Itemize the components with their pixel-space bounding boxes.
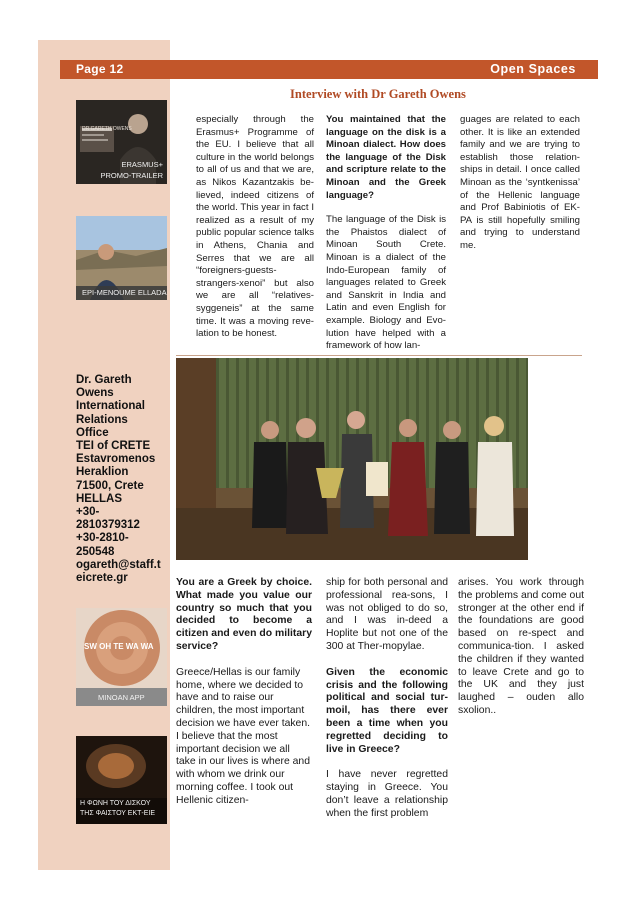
question: You maintained that the language on the disk is a Minoan dialect. How does the language of the Disk and scripture relate to the Minoan and the Greek language? [326,114,446,201]
upper-column-3 [460,114,580,265]
email-link[interactable]: ogareth@staff.t [76,558,161,571]
thumb-caption: EPI-MENOUME ELLADA [82,288,167,297]
group-photo-image [176,358,528,560]
thumb-caption: ERASMUS+ [121,160,163,169]
paragraph: especially through the Erasmus+ Programme of the EU. I believe that all culture in the world belongs to all of us and that we are, as Nikos Kazantzakis be-lieved, indeed citizens of the world. This year in fact I realized as a result of my public popular science talks in Athens, Chania and Serres that we are all “foreigners-guests-strangers-xenoi” but also we are all “relatives-syggeneis” at the same time. It was a moving reve-lation to be honest. [196,114,314,340]
email-link[interactable]: eicrete.gr [76,572,128,585]
contact-line: Owens [76,387,114,400]
epi-menoume-thumbnail[interactable] [76,216,167,300]
paragraph: I have never regretted staying in Greece. You don’t leave a relationship when the first problem [326,769,448,819]
upper-column-2 [326,114,446,365]
paragraph: guages are related to each other. It is like an extended family and we are trying to establish those relation-ships in detail. I once called Minoan as the ‘syntkenissa’ of the Hellenic language and Prof Babiniotis of EK-PA is still hopefully smiling and trying to understand me. [460,114,580,251]
thumb-top-text: DR GARETH OWENS [82,126,132,132]
contact-line: 71500, Crete [76,479,144,492]
paragraph: Greece/Hellas is our family home, where we decided to have and to raise our children, the most important decision we have ever taken. I believe that the most important decision we all take in our lives is where and with whom we drink our morning coffee. I took out Hellenic citizen- [176,666,311,806]
minoan-app-thumbnail[interactable] [76,608,167,706]
contact-line: +30-2810- [76,532,129,545]
question: Given the economic crisis and the following political and social tur-moil, has there ever been a time when you regretted deciding to live in Greece? [326,666,448,755]
contact-line: Relations [76,413,128,426]
thumb-caption: PROMO-TRAILER [100,171,163,180]
contact-line: 250548 [76,545,115,558]
paragraph: arises. You work through the problems and come out stronger at the other end if the foundations are good based on re-spect and communica-tion. I asked the children if they wanted to leave Crete and go to the UK and they just laughed – ouden allo sxolion.. [458,577,584,716]
contact-line: 2810379312 [76,519,140,532]
lower-column-2 [326,577,448,834]
contact-line: HELLAS [76,492,122,505]
question: You are a Greek by choice. What made you value our country so much that you decided to become a citizen and even do military service? [176,577,312,652]
upper-column-1 [196,114,314,353]
thumb-caption: Η ΦΩΝΗ ΤΟΥ ΔΙΣΚΟΥ [80,800,151,807]
article-title: Interview with Dr Gareth Owens [290,87,466,101]
contact-details [76,374,168,585]
contact-line: Dr. Gareth [76,374,132,386]
paragraph: ship for both personal and professional rea-sons, I was not obliged to do so, and I was in-deed a Hoplite but not one of the 300 at Ther-mopylae. [326,577,448,652]
lower-column-1 [176,577,312,821]
thumb-caption: ΤΗΣ ΦΑΙΣΤΟΥ ΕΚΤ-ΕΙΕ [80,810,156,817]
contact-line: International [76,400,146,413]
contact-line: Office [76,426,109,439]
disk-glyphs-text: SW OH TE WA WA [84,642,154,651]
lower-column-3 [458,577,584,731]
erasmus-trailer-thumbnail[interactable] [76,100,167,184]
section-title: Open Spaces [490,62,576,76]
page-number: Page 12 [76,62,124,76]
paragraph: The language of the Disk is the Phaistos dialect of Minoan South Crete. Minoan is a dialect of the Indo-European family of languages related to Greek and Sanskrit in India and Latin and even English for example. Biology and Evo-lution have helped with a framework of how lan- [326,214,446,352]
thumb-caption: MINOAN APP [98,693,145,702]
contact-line: Estavromenos [76,453,156,466]
group-photo [176,358,528,560]
voice-of-disk-thumbnail[interactable] [76,736,167,824]
divider [176,355,582,356]
contact-line: TEI of CRETE [76,440,151,453]
contact-line: +30- [76,506,100,519]
contact-line: Heraklion [76,466,129,479]
phaistos-disk-image [76,608,167,706]
